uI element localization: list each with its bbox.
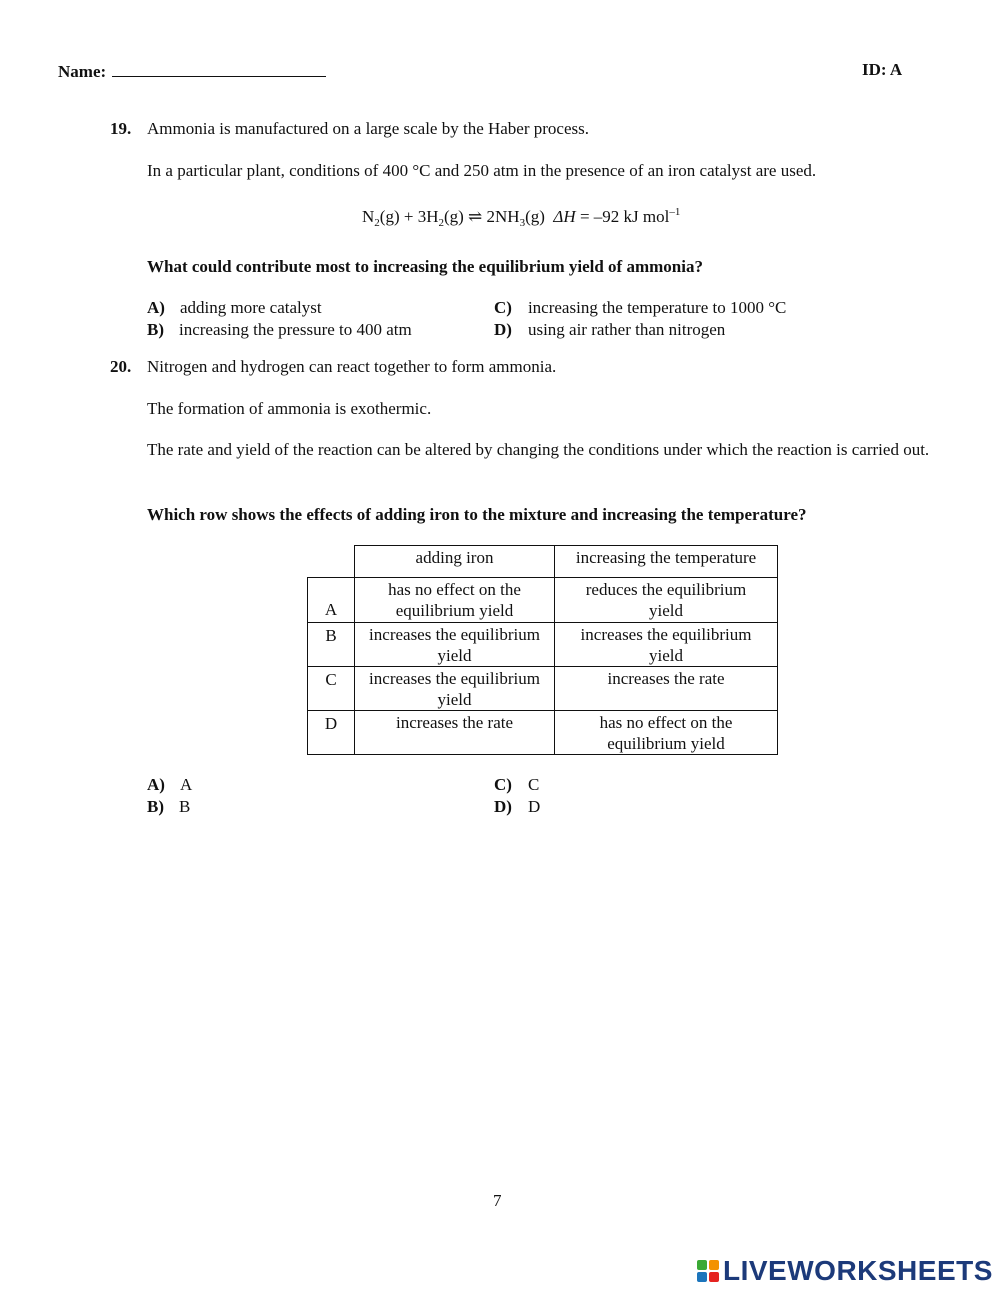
question-20-line2: The formation of ammonia is exothermic. <box>147 399 432 418</box>
cell-line: increases the equilibrium <box>580 625 752 644</box>
table-row-label: D <box>308 711 355 755</box>
q20-option-a[interactable] <box>147 774 192 796</box>
q20-option-c-letter: C) <box>494 775 512 794</box>
liveworksheets-brand-text: LIVEWORKSHEETS <box>723 1255 993 1286</box>
liveworksheets-logo-icon <box>697 1260 719 1282</box>
q19-option-b[interactable] <box>147 319 412 341</box>
q19-option-c[interactable] <box>494 297 786 319</box>
question-19-line2: In a particular plant, conditions of 400 °C and 250 atm in the presence of an iron catalyst are used. <box>147 161 817 180</box>
question-19-prompt: What could contribute most to increasing the equilibrium yield of ammonia? <box>147 257 703 276</box>
cell-line: yield <box>649 646 683 665</box>
table-cell-iron <box>355 623 555 667</box>
table-cell-temperature <box>555 711 778 755</box>
q20-option-d-letter: D) <box>494 797 512 816</box>
eq-delta-h: ΔH <box>553 207 576 226</box>
q19-option-a[interactable] <box>147 297 322 319</box>
cell-line: yield <box>437 646 472 665</box>
question-20-line3: The rate and yield of the reaction can be altered by changing the conditions under which the reaction is carried out. <box>147 440 930 459</box>
table-cell-temperature <box>555 667 778 711</box>
q20-option-c-text: C <box>527 775 540 794</box>
question-20-number: 20. <box>110 357 132 376</box>
cell-line: increases the equilibrium <box>369 625 540 644</box>
name-blank-line[interactable] <box>112 60 326 77</box>
effects-table <box>307 545 778 755</box>
table-row-label: C <box>308 667 355 711</box>
table-row <box>308 623 778 667</box>
table-cell-temperature <box>555 623 778 667</box>
eq-n: N <box>362 207 375 226</box>
q20-option-a-letter: A) <box>147 775 165 794</box>
question-20-prompt: Which row shows the effects of adding iron to the mixture and increasing the temperature? <box>147 505 807 524</box>
table-cell-temperature <box>555 578 778 623</box>
cell-line: increases the rate <box>395 713 514 732</box>
eq-nh-sub: 3 <box>519 217 526 229</box>
table-cell-iron <box>355 578 555 623</box>
eq-h-sub: 2 <box>438 217 444 229</box>
q19-option-b-text: increasing the pressure to 400 atm <box>179 320 412 339</box>
table-corner-blank <box>308 546 355 578</box>
logo-square-blue <box>697 1272 707 1282</box>
liveworksheets-logo[interactable] <box>697 1256 993 1286</box>
eq-part3: (g) <box>525 207 545 226</box>
eq-part2: (g) ⇌ 2NH <box>443 207 520 226</box>
cell-line: reduces the equilibrium <box>585 580 747 599</box>
eq-exponent: –1 <box>669 206 681 218</box>
q19-option-d-text: using air rather than nitrogen <box>527 320 726 339</box>
q19-option-b-letter: B) <box>147 320 164 339</box>
q20-option-b-letter: B) <box>147 797 164 816</box>
q19-option-c-text: increasing the temperature to 1000 °C <box>527 298 787 317</box>
cell-line: yield <box>437 690 472 709</box>
name-label: Name: <box>58 62 107 81</box>
table-row-label: A <box>308 578 355 623</box>
table-row-label: B <box>308 623 355 667</box>
q19-option-d-letter: D) <box>494 320 512 339</box>
cell-line: yield <box>649 601 683 620</box>
eq-part1: (g) + 3H <box>379 207 439 226</box>
haber-equation <box>362 206 680 229</box>
logo-square-orange <box>709 1260 719 1270</box>
table-cell-iron <box>355 711 555 755</box>
table-header-temperature: increasing the temperature <box>555 546 778 578</box>
cell-line: has no effect on the <box>388 580 521 599</box>
q20-option-d-text: D <box>527 797 541 816</box>
question-20-line1: Nitrogen and hydrogen can react together to form ammonia. <box>147 357 557 376</box>
table-row <box>308 578 778 623</box>
table-row <box>308 667 778 711</box>
table-header-iron: adding iron <box>355 546 555 578</box>
name-field[interactable] <box>58 60 326 82</box>
q19-option-d[interactable] <box>494 319 725 341</box>
question-19-line1: Ammonia is manufactured on a large scale by the Haber process. <box>147 119 589 138</box>
q19-option-a-letter: A) <box>147 298 165 317</box>
cell-line: equilibrium yield <box>395 601 514 620</box>
q20-option-c[interactable] <box>494 774 539 796</box>
cell-line: increases the equilibrium <box>369 669 540 688</box>
q20-option-b-text: B <box>179 797 191 816</box>
page-number: 7 <box>493 1191 502 1210</box>
logo-square-red <box>709 1272 719 1282</box>
table-header-row <box>308 546 778 578</box>
eq-part4: = –92 kJ mol <box>575 207 670 226</box>
table-row <box>308 711 778 755</box>
logo-square-green <box>697 1260 707 1270</box>
id-label: ID: A <box>862 60 903 79</box>
q20-option-d[interactable] <box>494 796 540 818</box>
eq-n-sub: 2 <box>374 217 380 229</box>
q19-option-a-text: adding more catalyst <box>179 298 322 317</box>
cell-line: increases the rate <box>607 669 725 688</box>
table-cell-iron <box>355 667 555 711</box>
question-19-number: 19. <box>110 119 132 138</box>
q20-option-b[interactable] <box>147 796 190 818</box>
cell-line: has no effect on the <box>599 713 733 732</box>
cell-line: equilibrium yield <box>607 734 725 753</box>
q19-option-c-letter: C) <box>494 298 512 317</box>
q20-option-a-text: A <box>179 775 193 794</box>
